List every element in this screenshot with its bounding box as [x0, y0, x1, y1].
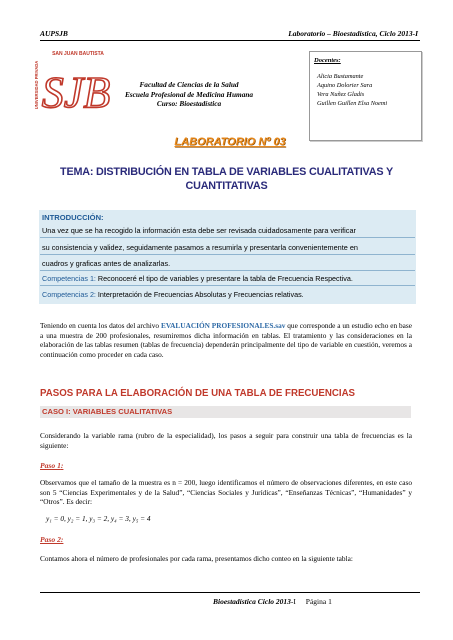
caso-paragraph: Considerando la variable rama (rubro de la especialidad), los pasos a seguir para construir una tabla de frecuencias es la siguiente: [40, 431, 412, 450]
divider [40, 285, 415, 286]
footer-suffix: -I [290, 597, 296, 606]
header-left: AUPSJB [40, 29, 68, 38]
logo-arc-text: SAN JUAN BAUTISTA [52, 51, 104, 57]
faculty-line2: Escuela Profesional de Medicina Humana [124, 89, 254, 99]
tema-line2: CUANTITATIVAS [185, 180, 268, 192]
divider [40, 270, 415, 271]
intro-heading: INTRODUCCIÓN: [42, 213, 104, 222]
paso1-label [40, 461, 63, 470]
pasos-heading: PASOS PARA LA ELABORACIÓN DE UNA TABLA DE FRECUENCIAS [40, 388, 356, 399]
competencia-1 [42, 274, 414, 283]
divider [40, 254, 415, 255]
logo-side-text: UNIVERSIDAD PRIVADA [34, 60, 39, 110]
faculty-line1: Facultad de Ciencias de la Salud [139, 80, 239, 89]
lab-title: LABORATORIO Nº 03 [174, 136, 286, 148]
paso1-text: Observamos que el tamaño de la muestra es n = 200, luego identificamos el número de observaciones diferentes, en este caso son 5 “Ciencias Experimentales y de la Salud”, “Ciencias Sociales y Jurídicas”, “Enseñanzas Técnicas”, “Humanidades” y “Otros”. Es decir: [40, 478, 412, 507]
competencia-2-label: Competencias 2: [42, 290, 96, 299]
faculty-course: Curso: Bioestadística [156, 99, 222, 108]
paragraph-text: Teniendo en cuenta los datos del archivo [40, 321, 161, 330]
tema-line1: TEMA: DISTRIBUCIÓN EN TABLA DE VARIABLES CUALITATIVAS Y [60, 166, 393, 178]
intro-line: cuadros y graficas antes de analizarlas. [42, 259, 171, 268]
competencia-2-text: Interpretación de Frecuencias Absolutas y Frecuencias relativas. [95, 290, 304, 299]
docente-item: Guillen Guillen Elsa Noemi [317, 100, 388, 107]
university-logo [34, 49, 114, 121]
divider [40, 237, 415, 238]
paso2-text: Contamos ahora el número de profesionales por cada rama, presentamos dicho conteo en la siguiente tabla: [40, 554, 353, 563]
footer-label: Bioestadística Ciclo 2013 [213, 597, 291, 606]
file-name: EVALUACIÓN PROFESIONALES.sav [160, 321, 286, 330]
competencia-2 [42, 290, 414, 299]
paragraph-text: que corresponde a un estudio echo en base a una muestra de 200 profesionales, resumiremos dicha información en tablas. El tratamiento y las consideraciones en la elaboración de las tablas resumen (tablas de frecuencia) dependerán principalmente del tipo de variable en cuestión, veremos a continuación como proceder en cada caso. [40, 321, 412, 360]
header-right: Laboratorio – Bioestadística, Ciclo 2013-I [288, 29, 418, 38]
paso2-label: Paso 2: [40, 535, 64, 544]
footer-rule [40, 592, 420, 593]
paso1-colon: : [60, 461, 64, 470]
competencia-1-label: Competencias 1: [42, 274, 96, 283]
logo-monogram: SJB [41, 68, 111, 117]
footer-page: Página 1 [305, 597, 332, 606]
header-rule [40, 40, 420, 41]
docente-item: Vera Nuñez Gladis [317, 91, 365, 98]
docentes-title: Docentes: [314, 57, 341, 64]
footer [213, 597, 332, 606]
docente-item: Aquino Dolorier Sara [317, 82, 373, 89]
tema-title [48, 165, 405, 193]
competencia-1-text: Reconoceré el tipo de variables y presentare la tabla de Frecuencia Respectiva. [95, 274, 353, 283]
intro-line: su consistencia y validez, seguidamente pasamos a resumirla y presentarla convenientemente en [42, 243, 358, 252]
docente-item: Alicia Bustamante [317, 73, 364, 80]
intro-paragraph [40, 321, 412, 360]
paso1-math: y₁ = 0, y₂ = 1, y₃ = 2, y₄ = 3, y₅ = 4 [46, 514, 151, 523]
intro-line: Una vez que se ha recogido la información esta debe ser revisada cuidadosamente para verificar [42, 226, 356, 235]
faculty-block [104, 80, 274, 109]
paso1-label-text: Paso 1 [40, 461, 61, 470]
caso-heading: CASO I: VARIABLES CUALITATIVAS [42, 407, 173, 416]
